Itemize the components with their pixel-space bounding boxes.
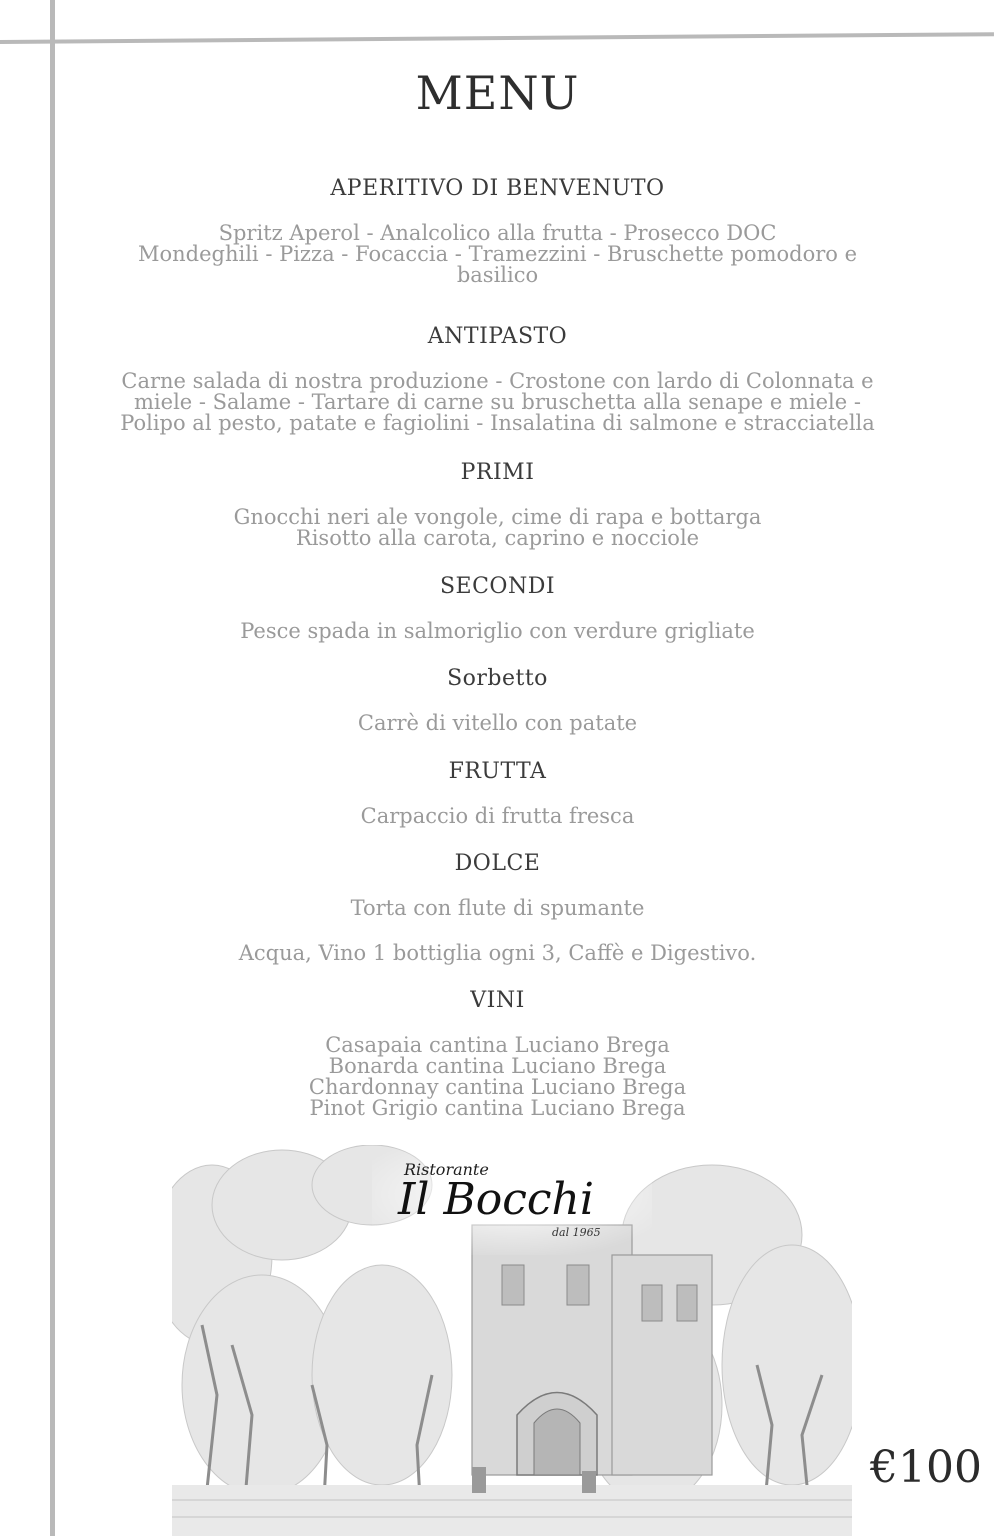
section-heading: Sorbetto [447, 666, 548, 691]
menu-item: Polipo al pesto, patate e fagiolini - Insalatina di salmone e stracciatella [120, 411, 875, 435]
section-items [75, 1035, 920, 1119]
restaurant-logo [398, 1160, 628, 1250]
section-heading: APERITIVO DI BENVENUTO [330, 176, 665, 201]
section-heading: DOLCE [454, 851, 541, 876]
menu-price: €100 [870, 1442, 982, 1493]
menu-item: Chardonnay cantina Luciano Brega [308, 1075, 687, 1099]
menu-item: Mondeghili - Pizza - Focaccia - Tramezzini - Bruschette pomodoro e [137, 242, 857, 266]
menu-item: Casapaia cantina Luciano Brega [325, 1033, 670, 1057]
menu-item: Carne salada di nostra produzione - Crostone con lardo di Colonnata e [121, 369, 874, 393]
section-secondi [75, 574, 920, 642]
menu-item: Torta con flute di spumante [350, 896, 645, 920]
menu-item: Spritz Aperol - Analcolico alla frutta - Prosecco DOC [218, 221, 777, 245]
section-items [75, 371, 920, 434]
menu-item: Pesce spada in salmoriglio con verdure grigliate [240, 619, 755, 643]
logo-il-bocchi: Il Bocchi [398, 1174, 594, 1225]
menu-item: Bonarda cantina Luciano Brega [328, 1054, 667, 1078]
menu-item: Carpaccio di frutta fresca [360, 804, 635, 828]
section-heading: PRIMI [460, 460, 535, 485]
menu-item: Carrè di vitello con patate [357, 711, 638, 735]
section-aperitivo [75, 176, 920, 286]
section-frutta [75, 759, 920, 827]
frame-left-line [50, 0, 55, 1536]
menu-item: basilico [456, 263, 539, 287]
menu-item: Pinot Grigio cantina Luciano Brega [309, 1096, 686, 1120]
section-items [75, 713, 920, 734]
menu-item: miele - Salame - Tartare di carne su bruschetta alla senape e miele - [134, 390, 861, 414]
logo-dal-1965: dal 1965 [552, 1226, 601, 1239]
menu-title: MENU [415, 66, 580, 120]
section-vini [75, 988, 920, 1119]
section-heading: ANTIPASTO [427, 324, 568, 349]
section-sorbetto [75, 666, 920, 734]
section-items [75, 898, 920, 964]
section-items [75, 507, 920, 549]
frame-top-line [0, 32, 994, 44]
section-items [75, 223, 920, 286]
section-primi [75, 460, 920, 549]
section-items [75, 621, 920, 642]
section-heading: VINI [470, 988, 525, 1013]
section-heading: FRUTTA [448, 759, 547, 784]
section-antipasto [75, 324, 920, 434]
menu-item: Acqua, Vino 1 bottiglia ogni 3, Caffè e Digestivo. [238, 941, 757, 965]
logo-ristorante: Ristorante [404, 1160, 489, 1179]
menu-item: Gnocchi neri ale vongole, cime di rapa e bottarga [233, 505, 762, 529]
section-heading: SECONDI [439, 574, 556, 599]
section-dolce [75, 851, 920, 964]
section-items [75, 806, 920, 827]
menu-item: Risotto alla carota, caprino e nocciole [295, 526, 700, 550]
